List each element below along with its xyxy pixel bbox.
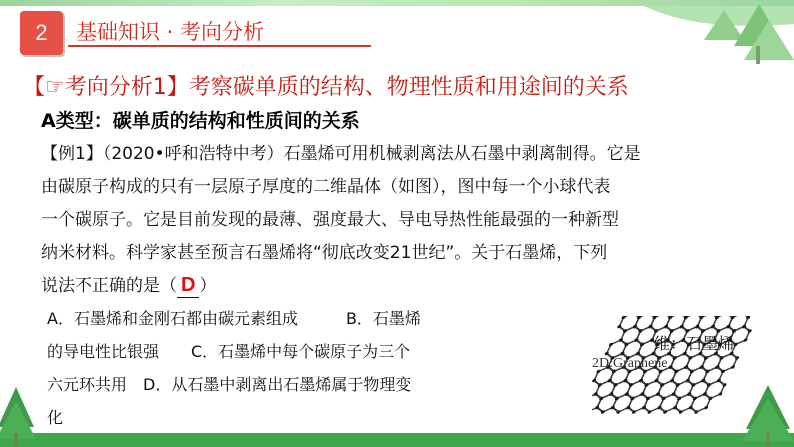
grass-decoration bbox=[0, 433, 794, 447]
answer-blank: D bbox=[177, 273, 199, 298]
question-close-paren: ） bbox=[199, 276, 217, 296]
question-prompt: 说法不正确的是（ bbox=[41, 276, 177, 296]
figure-label-english: 2D:Graphene bbox=[592, 356, 668, 371]
section-number-badge: 2 bbox=[20, 11, 63, 55]
question-line: 【例1】（2020•呼和浩特中考）石墨烯可用机械剥离法从石墨中剥离制得。它是 bbox=[41, 144, 641, 164]
section-subheading: A类型：碳单质的结构和性质间的关系 bbox=[41, 110, 360, 132]
question-line: 纳米材料。科学家甚至预言石墨烯将“彻底改变21世纪”。关于石墨烯，下列 bbox=[41, 243, 608, 263]
tree-decoration-top-right bbox=[604, 0, 794, 76]
figure-label-chinese: 维：石墨烯 bbox=[654, 334, 735, 353]
question-line: 一个碳原子。它是目前发现的最薄、强度最大、导电导热性能最强的一种新型 bbox=[41, 210, 619, 230]
option-line: 化 bbox=[47, 408, 64, 427]
option-line: 六元环共用 D．从石墨中剥离出石墨烯属于物理变 bbox=[47, 375, 412, 394]
tree-decoration-bottom-right bbox=[734, 377, 794, 447]
option-line: 的导电性比银强 C．石墨烯中每个碳原子为三个 bbox=[47, 342, 411, 361]
section-heading: 【☞考向分析1】考察碳单质的结构、物理性质和用途间的关系 bbox=[23, 75, 629, 100]
question-text bbox=[41, 138, 776, 303]
question-line-last bbox=[41, 270, 776, 303]
page-title: 基础知识 · 考向分析 bbox=[76, 20, 265, 44]
option-line: A．石墨烯和金刚石都由碳元素组成 B．石墨烯 bbox=[47, 309, 421, 328]
question-line: 由碳原子构成的只有一层原子厚度的二维晶体（如图），图中每一个小球代表 bbox=[41, 177, 611, 197]
title-underline bbox=[68, 45, 371, 47]
tree-decoration-bottom-left bbox=[0, 377, 40, 447]
answer-options bbox=[47, 302, 607, 434]
